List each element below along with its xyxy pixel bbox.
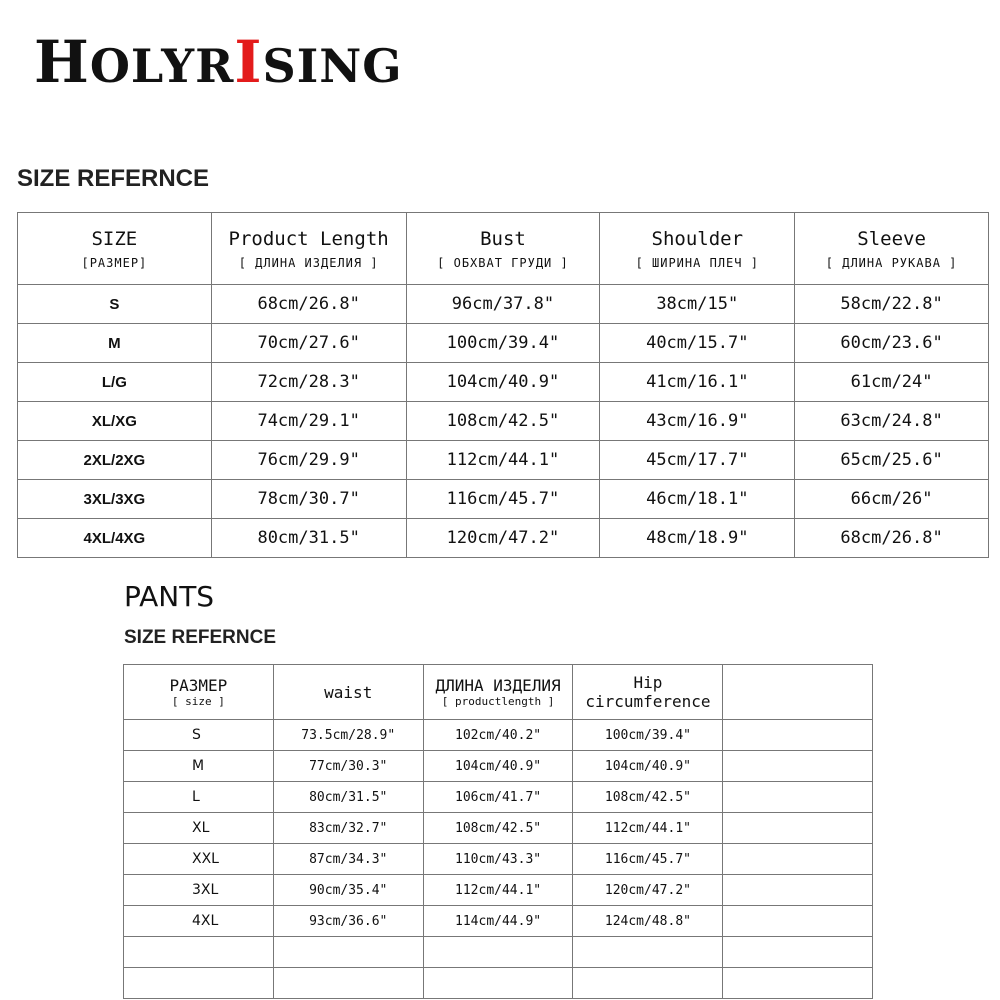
measure-cell: 77cm/30.3" <box>273 751 423 782</box>
header-label: РАЗМЕР <box>169 676 228 695</box>
size-cell: L <box>124 782 274 813</box>
size-cell: S <box>124 720 274 751</box>
header-row <box>18 213 989 285</box>
measure-cell <box>723 844 873 875</box>
measure-cell: 74cm/29.1" <box>211 402 406 441</box>
header-sublabel: [ size ] <box>171 695 225 708</box>
size-cell: S <box>18 285 212 324</box>
table-row <box>124 937 873 968</box>
measure-cell: 48cm/18.9" <box>600 519 795 558</box>
measure-cell: 112cm/44.1" <box>406 441 600 480</box>
measure-cell: 63cm/24.8" <box>795 402 989 441</box>
size-cell <box>124 937 274 968</box>
size-cell: 4XL/4XG <box>18 519 212 558</box>
size-cell: L/G <box>18 363 212 402</box>
measure-cell: 66cm/26" <box>795 480 989 519</box>
measure-cell: 124cm/48.8" <box>573 906 723 937</box>
table-row <box>124 720 873 751</box>
logo-letter-h: H <box>34 28 90 96</box>
header-sublabel: [ productlength ] <box>441 695 555 708</box>
header-label: Sleeve <box>857 227 926 250</box>
pants-heading: PANTS <box>124 580 215 613</box>
logo-text-part2: SING <box>262 39 403 93</box>
measure-cell: 60cm/23.6" <box>795 324 989 363</box>
header-cell <box>795 213 989 285</box>
measure-cell: 104cm/40.9" <box>406 363 600 402</box>
measure-cell: 78cm/30.7" <box>211 480 406 519</box>
header-label: Bust <box>480 227 526 250</box>
shirt-size-table <box>17 212 989 558</box>
measure-cell: 76cm/29.9" <box>211 441 406 480</box>
size-cell: XL <box>124 813 274 844</box>
measure-cell: 73.5cm/28.9" <box>273 720 423 751</box>
measure-cell: 87cm/34.3" <box>273 844 423 875</box>
measure-cell <box>723 751 873 782</box>
measure-cell: 45cm/17.7" <box>600 441 795 480</box>
measure-cell: 65cm/25.6" <box>795 441 989 480</box>
measure-cell: 70cm/27.6" <box>211 324 406 363</box>
table-row <box>18 363 989 402</box>
header-sublabel: [ ОБХВАТ ГРУДИ ] <box>437 255 569 270</box>
measure-cell: 100cm/39.4" <box>406 324 600 363</box>
measure-cell <box>723 906 873 937</box>
measure-cell: 112cm/44.1" <box>573 813 723 844</box>
measure-cell: 116cm/45.7" <box>406 480 600 519</box>
size-cell: XXL <box>124 844 274 875</box>
measure-cell: 72cm/28.3" <box>211 363 406 402</box>
measure-cell: 80cm/31.5" <box>273 782 423 813</box>
size-cell: 3XL <box>124 875 274 906</box>
table-row <box>18 285 989 324</box>
size-cell: M <box>124 751 274 782</box>
measure-cell: 114cm/44.9" <box>423 906 573 937</box>
header-cell <box>600 213 795 285</box>
measure-cell: 104cm/40.9" <box>573 751 723 782</box>
header-row <box>124 665 873 720</box>
measure-cell: 46cm/18.1" <box>600 480 795 519</box>
header-cell <box>273 665 423 720</box>
header-label: Product Length <box>228 227 389 250</box>
table-row <box>18 441 989 480</box>
measure-cell: 41cm/16.1" <box>600 363 795 402</box>
table-row <box>18 402 989 441</box>
header-cell <box>18 213 212 285</box>
measure-cell <box>723 968 873 999</box>
size-cell: 4XL <box>124 906 274 937</box>
header-label: waist <box>324 682 373 702</box>
measure-cell <box>723 875 873 906</box>
shirt-size-title: SIZE REFERNCE <box>17 165 210 192</box>
measure-cell: 40cm/15.7" <box>600 324 795 363</box>
size-cell: XL/XG <box>18 402 212 441</box>
measure-cell: 83cm/32.7" <box>273 813 423 844</box>
logo-letter-i: I <box>234 28 263 96</box>
header-label: Hip circumference <box>585 673 711 711</box>
size-cell: 2XL/2XG <box>18 441 212 480</box>
measure-cell: 120cm/47.2" <box>573 875 723 906</box>
measure-cell: 120cm/47.2" <box>406 519 600 558</box>
measure-cell: 58cm/22.8" <box>795 285 989 324</box>
header-sublabel: [ ДЛИНА РУКАВА ] <box>825 255 958 270</box>
measure-cell: 96cm/37.8" <box>406 285 600 324</box>
measure-cell <box>273 937 423 968</box>
header-sublabel: [РАЗМЕР] <box>81 255 148 270</box>
header-cell <box>406 213 600 285</box>
table-row <box>124 813 873 844</box>
pants-size-title: SIZE REFERNCE <box>124 627 277 648</box>
measure-cell: 100cm/39.4" <box>573 720 723 751</box>
measure-cell: 68cm/26.8" <box>211 285 406 324</box>
table-row <box>124 968 873 999</box>
measure-cell: 108cm/42.5" <box>423 813 573 844</box>
table-row <box>18 519 989 558</box>
measure-cell: 112cm/44.1" <box>423 875 573 906</box>
measure-cell <box>273 968 423 999</box>
measure-cell: 106cm/41.7" <box>423 782 573 813</box>
measure-cell: 108cm/42.5" <box>406 402 600 441</box>
measure-cell <box>723 782 873 813</box>
measure-cell <box>723 813 873 844</box>
header-cell <box>124 665 274 720</box>
measure-cell: 68cm/26.8" <box>795 519 989 558</box>
table-row <box>124 751 873 782</box>
table-row <box>18 480 989 519</box>
size-cell: 3XL/3XG <box>18 480 212 519</box>
measure-cell <box>723 937 873 968</box>
header-label: Shoulder <box>651 227 744 250</box>
header-cell <box>211 213 406 285</box>
header-cell <box>423 665 573 720</box>
measure-cell <box>423 937 573 968</box>
table-row <box>124 875 873 906</box>
measure-cell: 104cm/40.9" <box>423 751 573 782</box>
measure-cell: 43cm/16.9" <box>600 402 795 441</box>
measure-cell: 38cm/15" <box>600 285 795 324</box>
logo-text-part1: OLYR <box>89 39 235 93</box>
table-row <box>18 324 989 363</box>
header-cell <box>723 665 873 720</box>
header-cell <box>573 665 723 720</box>
table-row <box>124 844 873 875</box>
size-cell <box>124 968 274 999</box>
pants-size-table <box>123 664 873 999</box>
measure-cell: 102cm/40.2" <box>423 720 573 751</box>
measure-cell: 80cm/31.5" <box>211 519 406 558</box>
header-label: ДЛИНА ИЗДЕЛИЯ <box>435 676 561 695</box>
table-row <box>124 782 873 813</box>
header-sublabel: [ ШИРИНА ПЛЕЧ ] <box>635 255 759 270</box>
header-sublabel: [ ДЛИНА ИЗДЕЛИЯ ] <box>238 255 379 270</box>
size-cell: M <box>18 324 212 363</box>
table-row <box>124 906 873 937</box>
measure-cell: 61cm/24" <box>795 363 989 402</box>
measure-cell <box>423 968 573 999</box>
measure-cell: 93cm/36.6" <box>273 906 423 937</box>
measure-cell <box>573 968 723 999</box>
header-label: SIZE <box>91 227 138 250</box>
measure-cell: 116cm/45.7" <box>573 844 723 875</box>
brand-logo <box>34 28 403 96</box>
measure-cell: 108cm/42.5" <box>573 782 723 813</box>
measure-cell: 90cm/35.4" <box>273 875 423 906</box>
measure-cell: 110cm/43.3" <box>423 844 573 875</box>
measure-cell <box>573 937 723 968</box>
measure-cell <box>723 720 873 751</box>
